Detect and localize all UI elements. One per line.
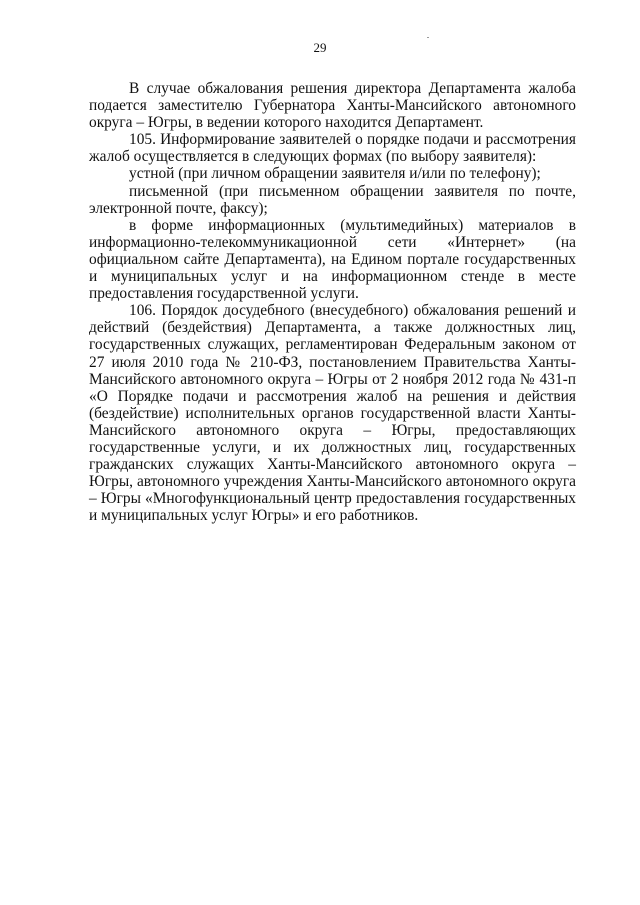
paragraph-written-form: письменной (при письменном обращении заявителя по почте, электронной почте, факсу);	[89, 182, 576, 217]
scan-speck	[427, 37, 429, 38]
paragraph-105-informing: 105. Информирование заявителей о порядке подачи и рассмотрения жалоб осуществляется в следующих формах (по выбору заявителя):	[89, 131, 576, 166]
page-number: 29	[313, 40, 327, 55]
paragraph-106-appeal-procedure: 106. Порядок досудебного (внесудебного) обжалования решений и действий (бездействия) Департамента, а также должностных лиц, государственных служащих, регламентирован Федеральным законом от 27 июля 2010 года № 210-ФЗ, постановлением Правительства Ханты-Мансийского автономного округа – Югры от 2 ноября 2012 года № 431-п «О Порядке подачи и рассмотрения жалоб на решения и действия (бездействие) исполнительных органов государственной власти Ханты-Мансийского автономного округа – Югры, предоставляющих государственные услуги, и их должностных лиц, государственных гражданских служащих Ханты-Мансийского автономного округа – Югры, автономного учреждения Ханты-Мансийского автономного округа – Югры «Многофункциональный центр предоставления государственных и муниципальных услуг Югры» и его работников.	[89, 302, 576, 525]
document-body	[89, 80, 576, 524]
paragraph-information-materials: в форме информационных (мультимедийных) материалов в информационно-телекоммуникационной сети «Интернет» (на официальном сайте Департамента), на Едином портале государственных и муниципальных услуг и на информационном стенде в месте предоставления государственной услуги.	[89, 216, 576, 303]
paragraph-appeal-director: В случае обжалования решения директора Департамента жалоба подается заместителю Губернатора Ханты-Мансийского автономного округа – Югры, в ведении которого находится Департамент.	[89, 80, 576, 132]
paragraph-oral-form: устной (при личном обращении заявителя и/или по телефону);	[129, 165, 541, 183]
